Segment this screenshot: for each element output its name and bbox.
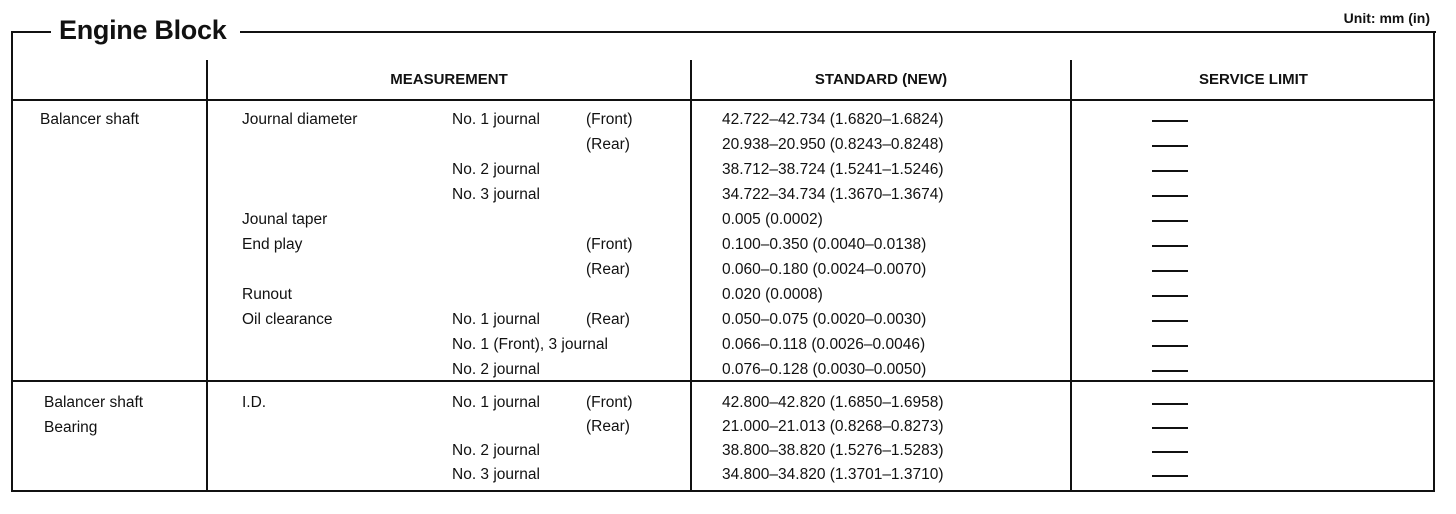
row-sub: No. 1 journal — [452, 394, 540, 411]
row-position: (Rear) — [586, 261, 630, 278]
row-standard: 0.100–0.350 (0.0040–0.0138) — [722, 236, 927, 253]
row-standard: 0.076–0.128 (0.0030–0.0050) — [722, 361, 927, 378]
row-sub: No. 1 journal — [452, 311, 540, 328]
service-limit-dash — [1152, 370, 1188, 372]
row-standard: 0.050–0.075 (0.0020–0.0030) — [722, 311, 927, 328]
header-service-limit: SERVICE LIMIT — [1199, 71, 1308, 88]
row-item: Oil clearance — [242, 311, 333, 328]
row-standard: 0.005 (0.0002) — [722, 211, 823, 228]
section-balancer-bearing-label: Balancer shaft — [44, 394, 144, 411]
service-limit-dash — [1152, 403, 1188, 405]
section-balancer-bearing-label-2: Bearing — [44, 419, 98, 436]
service-limit-dash — [1152, 345, 1188, 347]
row-standard: 20.938–20.950 (0.8243–0.8248) — [722, 136, 944, 153]
service-limit-dash — [1152, 295, 1188, 297]
row-standard: 0.066–0.118 (0.0026–0.0046) — [722, 336, 926, 353]
row-standard: 42.800–42.820 (1.6850–1.6958) — [722, 394, 944, 411]
row-sub: No. 2 journal — [452, 442, 540, 459]
service-limit-dash — [1152, 170, 1188, 172]
row-standard: 0.060–0.180 (0.0024–0.0070) — [722, 261, 927, 278]
service-limit-dash — [1152, 220, 1188, 222]
row-item: Journal diameter — [242, 111, 358, 128]
row-standard: 34.722–34.734 (1.3670–1.3674) — [722, 186, 944, 203]
row-item: I.D. — [242, 394, 267, 411]
service-limit-dash — [1152, 195, 1188, 197]
row-position: (Rear) — [586, 311, 630, 328]
row-position: (Front) — [586, 236, 633, 253]
row-standard: 21.000–21.013 (0.8268–0.8273) — [722, 418, 944, 435]
row-sub: No. 1 journal — [452, 111, 540, 128]
service-limit-dash — [1152, 427, 1188, 429]
col-rule-2 — [690, 60, 692, 492]
row-standard: 38.712–38.724 (1.5241–1.5246) — [722, 161, 944, 178]
row-item: End play — [242, 236, 303, 253]
row-standard: 38.800–38.820 (1.5276–1.5283) — [722, 442, 944, 459]
col-rule-3 — [1070, 60, 1072, 492]
row-item: Jounal taper — [242, 211, 328, 228]
row-sub: No. 1 (Front), 3 journal — [452, 336, 608, 353]
row-position: (Rear) — [586, 418, 630, 435]
row-position: (Front) — [586, 394, 633, 411]
header-standard: STANDARD (NEW) — [814, 71, 948, 88]
row-sub: No. 2 journal — [452, 361, 540, 378]
section-balancer-shaft-label: Balancer shaft — [40, 111, 140, 128]
row-sub: No. 3 journal — [452, 466, 540, 483]
service-limit-dash — [1152, 245, 1188, 247]
service-limit-dash — [1152, 120, 1188, 122]
unit-label: Unit: mm (in) — [1343, 10, 1430, 26]
row-item: Runout — [242, 286, 292, 303]
service-limit-dash — [1152, 270, 1188, 272]
service-limit-dash — [1152, 475, 1188, 477]
row-standard: 34.800–34.820 (1.3701–1.3710) — [722, 466, 944, 483]
row-position: (Rear) — [586, 136, 630, 153]
service-limit-dash — [1152, 145, 1188, 147]
row-standard: 0.020 (0.0008) — [722, 286, 823, 303]
row-sub: No. 3 journal — [452, 186, 540, 203]
row-sub: No. 2 journal — [452, 161, 540, 178]
col-rule-1 — [206, 60, 208, 492]
service-limit-dash — [1152, 451, 1188, 453]
row-standard: 42.722–42.734 (1.6820–1.6824) — [722, 111, 944, 128]
row-position: (Front) — [586, 111, 633, 128]
page-title: Engine Block — [55, 12, 230, 48]
header-measurement: MEASUREMENT — [390, 71, 508, 88]
service-limit-dash — [1152, 320, 1188, 322]
